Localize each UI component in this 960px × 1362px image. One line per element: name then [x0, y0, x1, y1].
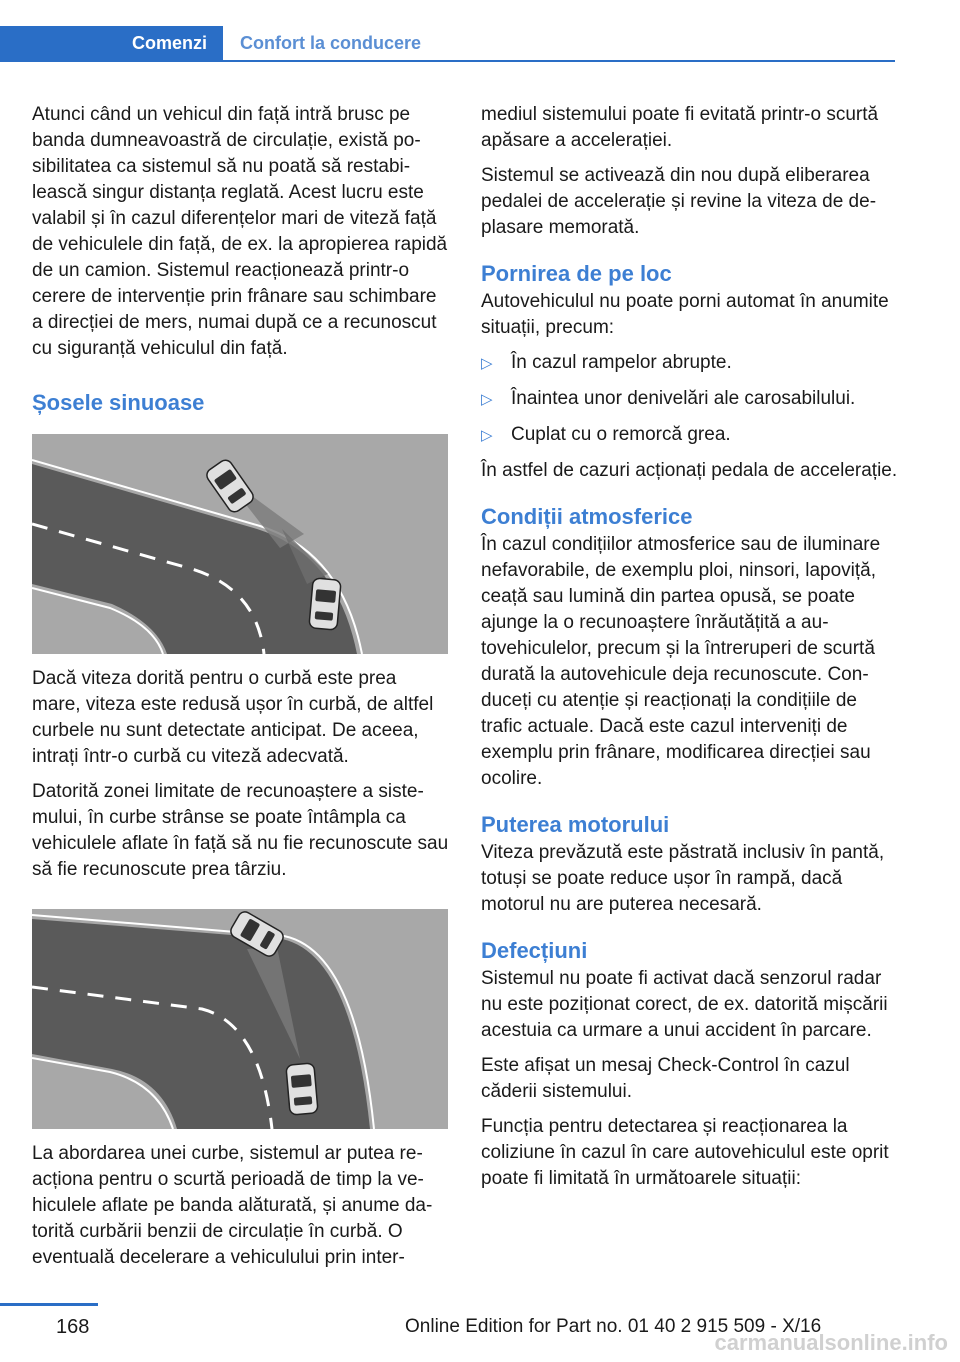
page-number-rule: [0, 1303, 98, 1306]
left-column: [32, 102, 450, 1280]
road: [32, 919, 370, 1129]
car-icon: [286, 1063, 318, 1115]
section-heading-conditii-atmosferice: Condiții atmosferice: [481, 504, 693, 529]
car-icon: [309, 578, 341, 630]
paragraph: Dacă viteza dorită pentru o curbă este prea mare, viteza este redusă ușor în curbă, de altfel curbele nu sunt detectate anticipat. De aceea, intrați într-o curbă cu viteză adecvată.: [32, 668, 434, 767]
triangle-bullet-icon: ▷: [481, 391, 493, 408]
tab-confort-label: Confort la conducere: [240, 33, 422, 53]
page-number: 168: [56, 1316, 90, 1338]
paragraph: mediul sistemului poate fi evitată printr-o scurtă apăsare a accelerației.: [481, 104, 879, 151]
triangle-bullet-icon: ▷: [481, 427, 493, 444]
paragraph: Sistemul nu poate fi activat dacă senzorul radar nu este poziționat corect, de ex. datorită mișcării acestuia ca urmare a unui accident în parcare.: [481, 968, 888, 1041]
watermark: carmanualsonline.info: [714, 1330, 948, 1355]
triangle-bullet-icon: ▷: [481, 355, 493, 372]
right-column: [481, 102, 899, 1201]
paragraph: Sistemul se activează din nou după eliberarea pedalei de accelerație și revine la viteza de deplasare memorată.: [481, 165, 877, 238]
paragraph: Atunci când un vehicul din față intră brusc pe banda dumneavoastră de circulație, există posibilitatea ca sistemul să nu poată să restabilească singur distanța reglată. Acest lucru este valabil și în cazul diferențelor mari de viteză față de vehiculele din față, de ex. la apropierea rapidă de un camion. Sistemul reacționează printr-o cerere de intervenție prin frânare sau schimbare a direcției de mers, numai după ce a recunoscut cu siguranță vehiculul din față.: [32, 104, 448, 359]
tab-comenzi[interactable]: [0, 26, 223, 60]
paragraph: Datorită zonei limitate de recunoaștere a sistemului, în curbe strânse se poate întâmpla ca vehiculele aflate în față să nu fie recunoscute sau să fie recunoscute prea târziu.: [32, 781, 449, 880]
curve-illustration-1: [32, 434, 448, 654]
tab-confort-la-conducere[interactable]: [240, 26, 421, 60]
paragraph: În astfel de cazuri acționați pedala de accelerație.: [481, 460, 898, 481]
section-heading-pornirea-de-pe-loc: Pornirea de pe loc: [481, 261, 672, 286]
curve-illustration-2: [32, 909, 448, 1129]
paragraph: Funcția pentru detectarea și reacționarea la coliziune în cazul în care autovehiculul este oprit poate fi limitată în următoarele situații:: [481, 1116, 889, 1189]
header-tabbar: [0, 26, 895, 62]
section-heading-sosele-sinuoase: Șosele sinuoase: [32, 390, 205, 415]
illustration-curve-1: [32, 434, 448, 654]
list-item-text: În cazul rampelor abrupte.: [511, 352, 732, 373]
list-item-text: Cuplat cu o remorcă grea.: [511, 424, 731, 445]
paragraph: Viteza prevăzută este păstrată inclusiv în pantă, totuși se poate reduce ușor în rampă, dacă motorul nu are puterea necesară.: [481, 842, 885, 915]
header-underline: [0, 60, 895, 62]
list-item: [481, 386, 899, 413]
paragraph: Este afișat un mesaj Check-Control în cazul căderii sistemului.: [481, 1055, 850, 1102]
tab-comenzi-label: Comenzi: [131, 32, 207, 53]
paragraph: La abordarea unei curbe, sistemul ar putea reacționa pentru o scurtă perioadă de timp la vehiculele aflate pe banda alăturată, și anume datorită curbării benzii de circulație în curbă. O eventuală decelerare a vehiculului prin inter-: [32, 1143, 433, 1268]
bullet-list: [481, 350, 899, 449]
section-heading-puterea-motorului: Puterea motorului: [481, 812, 670, 837]
footer-edition: Online Edition for Part no. 01 40 2 915 509 - X/16: [405, 1316, 822, 1337]
section-heading-defectiuni: Defecțiuni: [481, 938, 588, 963]
illustration-curve-2: [32, 909, 448, 1129]
paragraph: Autovehiculul nu poate porni automat în anumite situații, precum:: [481, 291, 889, 338]
paragraph: În cazul condițiilor atmosferice sau de iluminare nefavorabile, de exemplu ploi, ninsori, lapoviță, ceață sau lumină din partea opusă, se poate ajunge la o recunoaștere înrăutățită a autovehiculelor, precum și la întreruperi de scurtă durată la autovehicule deja recunoscute. Conduceți cu atenție și reacționați la condițiile de trafic actuale. Dacă este cazul interveniți de exemplu prin frânare, modificarea direcției sau ocolire.: [481, 534, 881, 789]
list-item-text: Înaintea unor denivelări ale carosabilului.: [511, 388, 856, 409]
list-item: [481, 422, 899, 449]
list-item: [481, 350, 899, 377]
